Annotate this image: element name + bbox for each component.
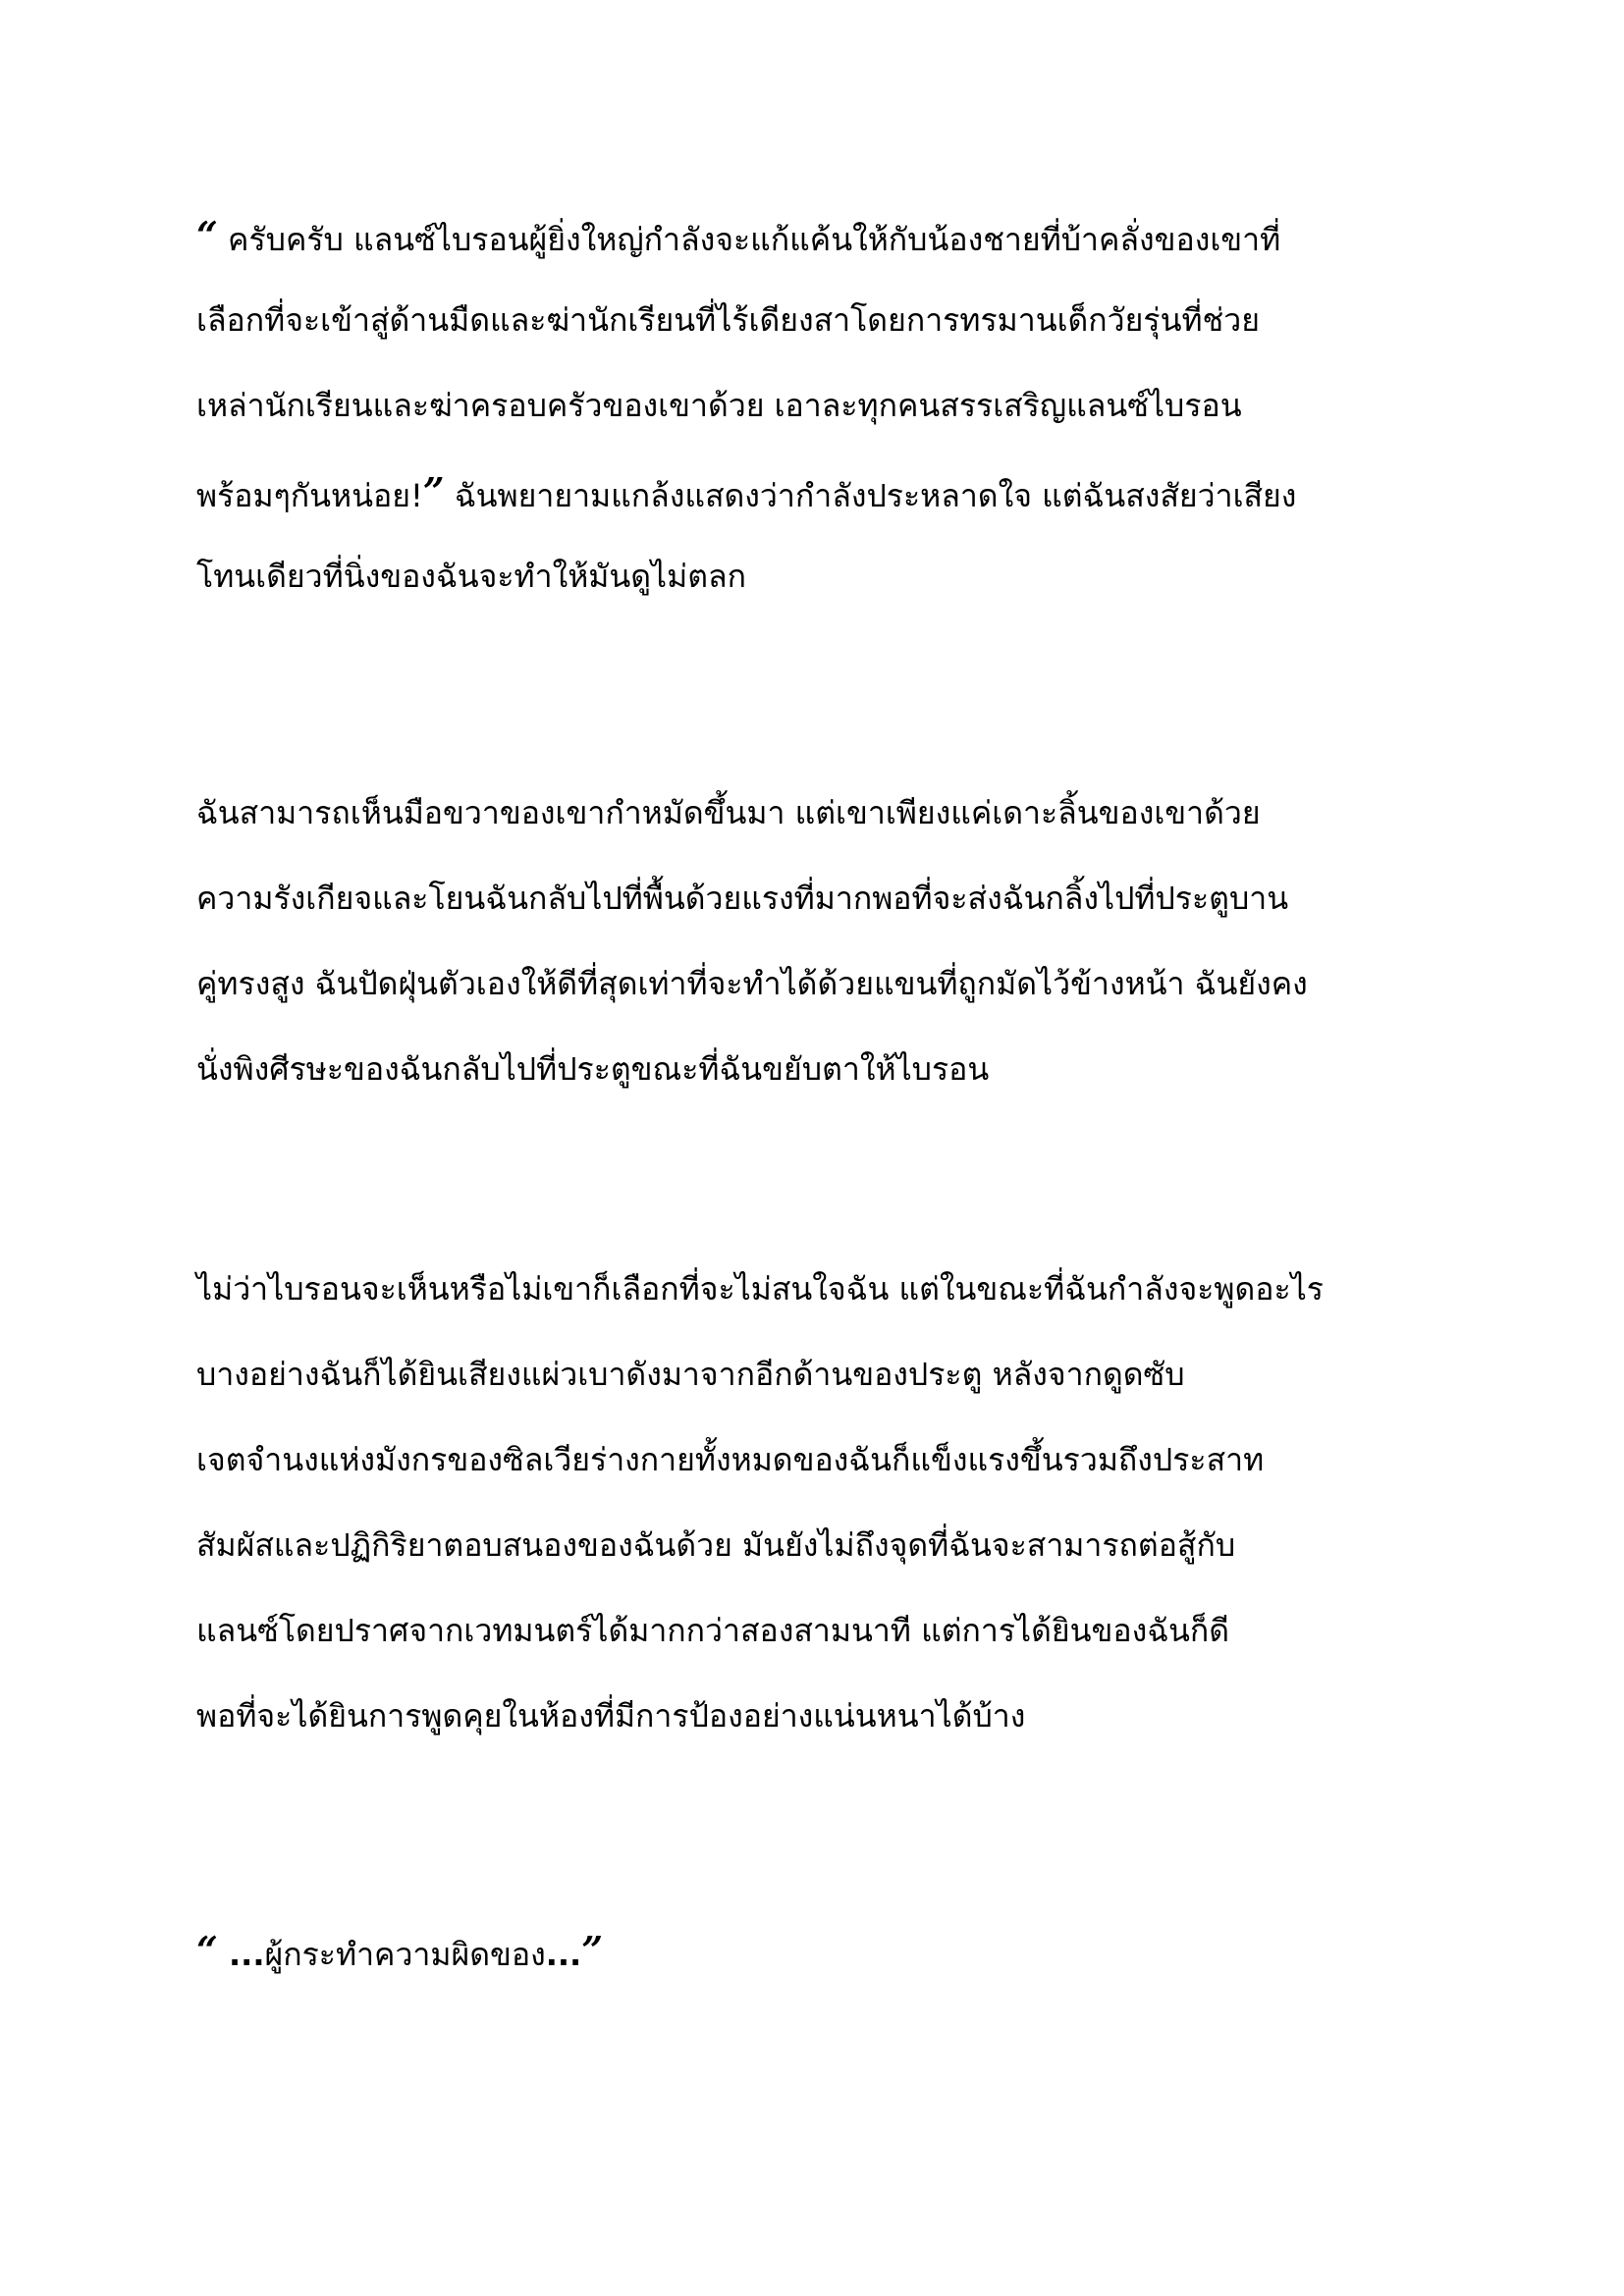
paragraph-1-line-3: เหล่านักเรียนและฆ่าครอบครัวของเขาด้วย เอาละทุกคนสรรเสริญแลนซ์ไบรอน [196, 387, 1242, 424]
paragraph-3-line-2: บางอย่างฉันก็ได้ยินเสียงแผ่วเบาดังมาจากอีกด้านของประตู หลังจากดูดซับ [196, 1356, 1185, 1393]
paragraph-1-line-5: โทนเดียวที่นิ่งของฉันจะทำให้มันดูไม่ตลก [196, 558, 746, 595]
paragraph-3-line-1: ไม่ว่าไบรอนจะเห็นหรือไม่เขาก็เลือกที่จะไม่สนใจฉัน แต่ในขณะที่ฉันกำลังจะพูดอะไร [196, 1270, 1324, 1308]
paragraph-2-line-3: คู่ทรงสูง ฉันปัดฝุ่นตัวเองให้ดีที่สุดเท่าที่จะทำได้ด้วยแขนที่ถูกมัดไว้ข้างหน้า ฉันยังคง [196, 965, 1308, 1002]
paragraph-3-line-6: พอที่จะได้ยินการพูดคุยในห้องที่มีการป้องอย่างแน่นหนาได้บ้าง [196, 1697, 1026, 1735]
paragraph-3-line-3: เจตจำนงแห่งมังกรของซิลเวียร่างกายทั้งหมดของฉันก็แข็งแรงขึ้นรวมถึงประสาท [196, 1441, 1265, 1478]
paragraph-3-line-5: แลนซ์โดยปราศจากเวทมนตร์ได้มากกว่าสองสามนาที แต่การได้ยินของฉันก็ดี [196, 1612, 1230, 1649]
paragraph-3-line-4: สัมผัสและปฏิกิริยาตอบสนองของฉันด้วย มันยังไม่ถึงจุดที่ฉันจะสามารถต่อสู้กับ [196, 1526, 1236, 1564]
paragraph-1-line-2: เลือกที่จะเข้าสู่ด้านมืดและฆ่านักเรียนที่ไร้เดียงสาโดยการทรมานเด็กวัยรุ่นที่ช่วย [196, 301, 1260, 339]
line-text: ผู้กระทำความผิดของ [264, 1936, 546, 1973]
line-text: ฉันพยายามแกล้งแสดงว่ากำลังประหลาดใจ แต่ฉันสงสัยว่าเสียง [444, 477, 1297, 514]
line-text: ครับครับ แลนซ์ไบรอนผู้ยิ่งใหญ่กำลังจะแก้แค้นให้กับน้องชายที่บ้าคลั่งของเขาที่ [217, 221, 1281, 258]
paragraph-2-line-1: ฉันสามารถเห็นมือขวาของเขากำหมัดขึ้นมา แต่เขาเพียงแค่เดาะลิ้นของเขาด้วย [196, 794, 1261, 831]
ellipsis: ... [217, 1936, 265, 1973]
close-quote: ” [581, 1928, 604, 1972]
paragraph-1-line-4 [196, 449, 1443, 534]
close-quote: ” [422, 469, 445, 513]
paragraph-3 [196, 1247, 1443, 1759]
ellipsis: ... [545, 1936, 582, 1973]
paragraph-2-line-2: ความรังเกียจและโยนฉันกลับไปที่พื้นด้วยแรงที่มากพอที่จะส่งฉันกลิ้งไปที่ประตูบาน [196, 880, 1289, 917]
paragraph-4 [196, 1907, 1443, 1993]
paragraph-2 [196, 771, 1443, 1112]
open-quote: “ [196, 1928, 218, 1972]
paragraph-1 [196, 192, 1443, 619]
paragraph-1-line-1 [196, 192, 1443, 278]
paragraph-4-line-1 [196, 1907, 1443, 1993]
line-text: พร้อมๆกันหน่อย! [196, 477, 423, 514]
paragraph-2-line-4: นั่งพิงศีรษะของฉันกลับไปที่ประตูขณะที่ฉันขยับตาให้ไบรอน [196, 1050, 990, 1088]
open-quote: “ [196, 213, 218, 257]
